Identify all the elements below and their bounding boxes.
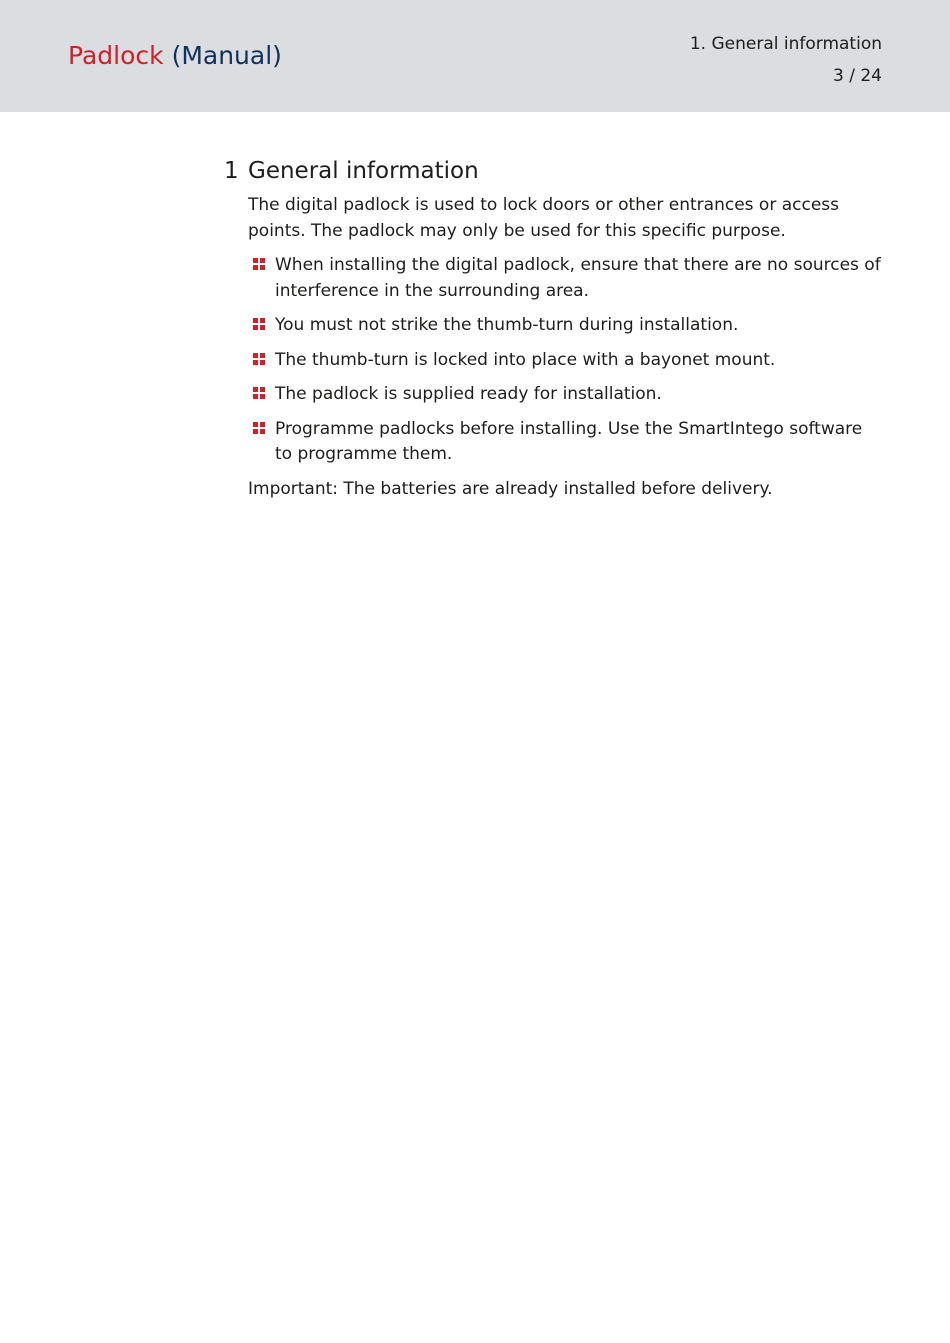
section-heading [224, 154, 884, 188]
list-item-text: The padlock is supplied ready for installation. [275, 384, 662, 404]
list-item [248, 348, 884, 374]
document-title-brand: Padlock [68, 41, 164, 70]
document-title-suffix: (Manual) [171, 41, 282, 70]
section-body [248, 193, 884, 502]
list-item-text: When installing the digital padlock, ensure that there are no sources of interference in the surrounding area. [275, 255, 881, 301]
list-item [248, 417, 884, 468]
section-general-information [224, 154, 884, 502]
section-number: 1 [224, 158, 239, 184]
bullet-icon [253, 387, 265, 399]
list-item-text: The thumb-turn is locked into place with a bayonet mount. [275, 349, 776, 370]
page-counter: 3 / 24 [833, 66, 882, 86]
list-item-text: You must not strike the thumb-turn during installation. [275, 315, 739, 335]
list-item [248, 313, 884, 339]
bullet-icon [253, 318, 265, 330]
bullet-icon [253, 422, 265, 434]
intro-paragraph: The digital padlock is used to lock doors or other entrances or access points. The padlock may only be used for this specific purpose. [248, 195, 839, 241]
list-item [248, 253, 884, 304]
bullet-icon [253, 353, 265, 365]
list-item-text: Programme padlocks before installing. Use the SmartIntego software to programme them. [275, 418, 863, 464]
bullet-icon [253, 258, 265, 270]
document-title [68, 40, 282, 72]
header-meta [690, 28, 882, 92]
list-item [248, 382, 884, 408]
page-header [0, 0, 950, 112]
bullet-list [248, 253, 884, 468]
important-note: Important: The batteries are already installed before delivery. [248, 478, 773, 499]
running-section-reference: 1. General information [689, 34, 882, 54]
section-title: General information [248, 158, 479, 184]
